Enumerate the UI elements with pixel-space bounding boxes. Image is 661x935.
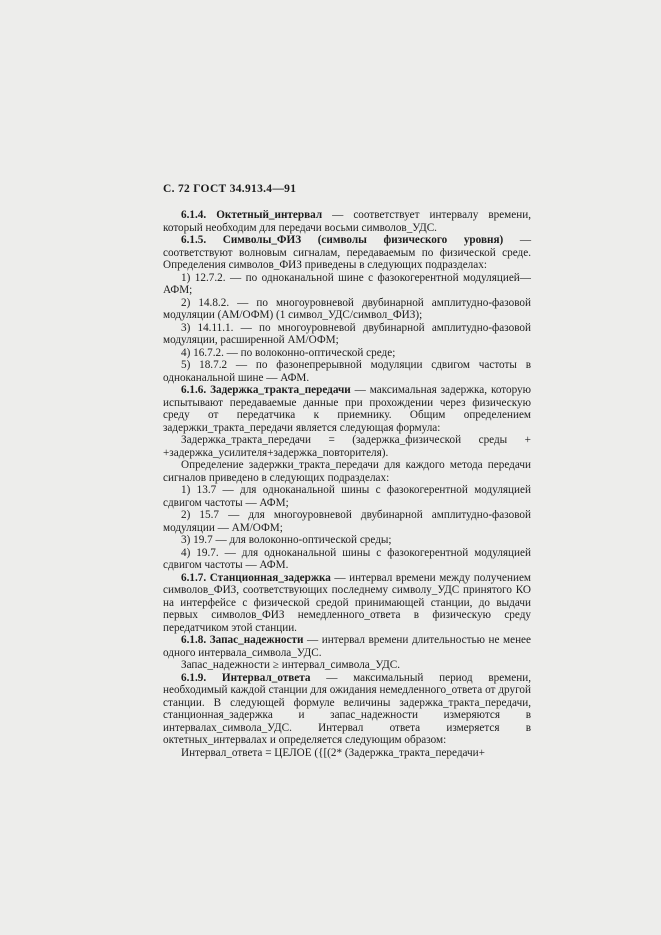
formula xyxy=(163,659,531,672)
paragraph-text: 1) 13.7 — для одноканальной шины с фазокогерентной модуляцией сдвигом частоты — АФМ; xyxy=(163,484,531,509)
paragraph-text: 4) 19.7. — для одноканальной шины с фазокогерентной модуляцией сдвигом частоты — АФМ. xyxy=(163,546,531,571)
paragraph-text: 2) 15.7 — для многоуровневой двубинарной амплитудно-фазовой модуляции — АМ/ОФМ; xyxy=(163,509,531,534)
paragraph xyxy=(163,572,531,635)
term: 6.1.5. Символы_ФИЗ (символы физического уровня) xyxy=(181,234,504,246)
list-item xyxy=(163,272,531,297)
paragraph xyxy=(163,459,531,484)
term: 6.1.6. Задержка_тракта_передачи xyxy=(181,384,351,396)
paragraph xyxy=(163,384,531,434)
term: 6.1.8. Запас_надежности xyxy=(181,634,304,646)
list-item xyxy=(163,347,531,360)
term: 6.1.4. Октетный_интервал xyxy=(181,209,323,221)
list-item xyxy=(163,484,531,509)
paragraph-text: — максимальная задержка, которую испытывают передаваемые данные при прохождении через физическую среду от передатчика к приемнику. Общим определением задержки_тракта_передачи является следующая формула: xyxy=(163,384,531,434)
paragraph-text: 2) 14.8.2. — по многоуровневой двубинарной амплитудно-фазовой модуляции (АМ/ОФМ) (1 символ_УДС/символ_ФИЗ); xyxy=(163,296,531,321)
paragraph xyxy=(163,234,531,272)
paragraph-text: 3) 14.11.1. — по многоуровневой двубинарной амплитудно-фазовой модуляции, расширенной АМ/ОФМ; xyxy=(163,321,531,346)
paragraph-text: — максимальный период времени, необходимый каждой станции для ожидания немедленного_ответа от другой станции. В следующей формуле величины задержка_тракта_передачи, станционная_задержка и запас_надежности измеряются в интервалах_символа_УДС. Интервал ответа измеряется в октетных_интервалах и определяется следующим образом: xyxy=(163,671,531,746)
list-item xyxy=(163,297,531,322)
paragraph-text: 3) 19.7 — для волоконно-оптической среды; xyxy=(181,534,392,546)
paragraph-text: 4) 16.7.2. — по волоконно-оптической среде; xyxy=(181,346,396,359)
term: 6.1.9. Интервал_ответа xyxy=(181,671,311,684)
paragraph-text: — соответствуют волновым сигналам, передаваемым по физической среде. Определения символов_ФИЗ приведены в следующих подразделах: xyxy=(163,234,531,271)
formula-text: Запас_надежности ≥ интервал_символа_УДС. xyxy=(181,659,401,671)
list-item xyxy=(163,547,531,572)
paragraph-text: — интервал времени длительностью не менее одного интервала_символа_УДС. xyxy=(163,634,531,659)
paragraph xyxy=(163,209,531,234)
formula-text: Задержка_тракта_передачи = (задержка_физической среды + +задержка_усилителя+задержка_повторителя). xyxy=(163,434,531,459)
paragraph-text: — интервал времени между получением символов_ФИЗ, соответствующих последнему символу_УДС принятого КО на интерфейсе с физической средой принимающей станции, до выдачи первых символов_ФИЗ немедленного_ответа в физическую среду передатчиком этой станции. xyxy=(163,571,531,634)
formula xyxy=(163,747,531,760)
formula-text: Интервал_ответа = ЦЕЛОЕ ({[(2* (Задержка_тракта_передачи+ xyxy=(181,746,485,759)
formula xyxy=(163,434,531,459)
list-item xyxy=(163,534,531,547)
paragraph xyxy=(163,634,531,659)
list-item xyxy=(163,509,531,534)
paragraph xyxy=(163,672,531,747)
document-body xyxy=(163,209,531,759)
list-item xyxy=(163,322,531,347)
paragraph-text: — соответствует интервалу времени, который необходим для передачи восьми символов_УДС. xyxy=(163,209,531,234)
paragraph-text: Определение задержки_тракта_передачи для каждого метода передачи сигналов приведено в следующих подразделах: xyxy=(163,459,531,484)
page-header: С. 72 ГОСТ 34.913.4—91 xyxy=(163,183,297,195)
list-item xyxy=(163,359,531,384)
term: 6.1.7. Станционная_задержка xyxy=(181,571,331,584)
paragraph-text: 1) 12.7.2. — по одноканальной шине с фазокогерентной модуляцией—АФМ; xyxy=(163,271,531,296)
paragraph-text: 5) 18.7.2 — по фазонепрерывной модуляции сдвигом частоты в одноканальной шине — АФМ. xyxy=(163,359,531,384)
